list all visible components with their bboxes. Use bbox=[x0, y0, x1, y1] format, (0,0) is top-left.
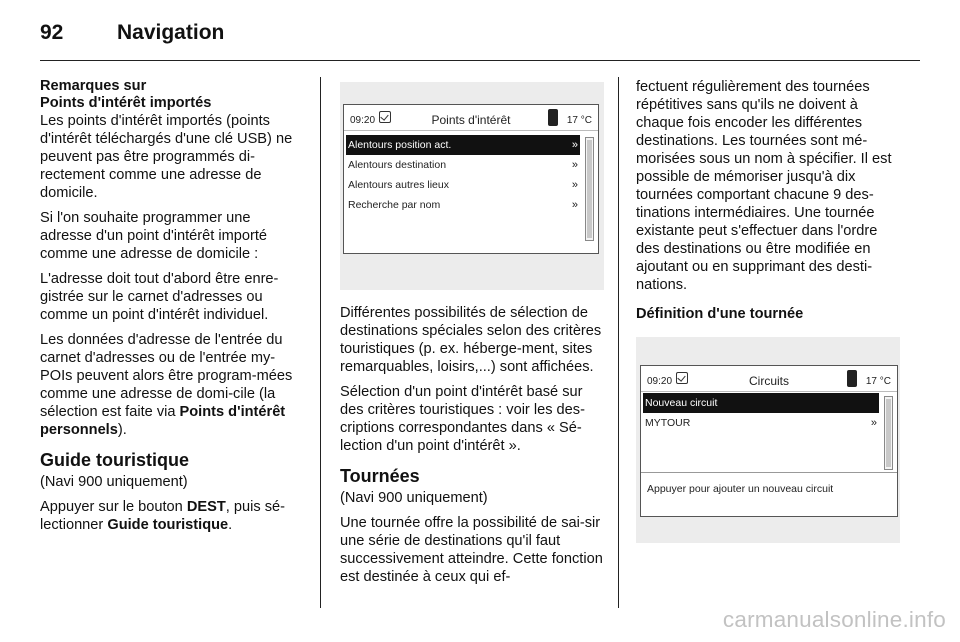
paragraph: Appuyer sur le bouton DEST, puis sé-lectionner Guide touristique. bbox=[40, 499, 285, 533]
temperature: 17 °C bbox=[566, 115, 592, 126]
thermometer-icon bbox=[847, 370, 857, 387]
menu-reference: Guide touristique bbox=[107, 517, 229, 533]
section-heading: Guide touristique bbox=[40, 450, 190, 470]
arrow-icon: » bbox=[571, 199, 578, 211]
screen-title: Circuits bbox=[748, 374, 789, 388]
footer-button[interactable]: Appuyer pour ajouter un nouveau circuit bbox=[647, 483, 834, 495]
subheading: Remarques sur bbox=[40, 78, 147, 94]
display-screen bbox=[640, 365, 898, 517]
menu-list bbox=[346, 135, 580, 215]
thermometer-icon bbox=[548, 109, 558, 126]
watermark: carmanualsonline.info bbox=[722, 607, 946, 632]
clock: 09:20 bbox=[350, 115, 376, 126]
column-divider bbox=[618, 77, 619, 608]
menu-list bbox=[643, 393, 879, 433]
status-bar bbox=[344, 105, 598, 131]
menu-item[interactable]: Recherche par nom » bbox=[346, 195, 580, 215]
paragraph: Les données d'adresse de l'entrée du carnet d'adresses ou de l'entrée my-POIs peuvent alors être program-mées comme une adresse de domi-cile (la sélection est faite via Points d'intérêt personnels). bbox=[40, 332, 293, 438]
paragraph: Sélection d'un point d'intérêt basé sur des critères touristiques : voir les des-criptions correspondantes dans « Sé-lection d'un point d'intérêt ». bbox=[340, 384, 585, 454]
menu-item[interactable]: MYTOUR » bbox=[643, 413, 879, 433]
column-2 bbox=[340, 82, 604, 593]
menu-item[interactable]: Alentours autres lieux » bbox=[346, 175, 580, 195]
scrollbar[interactable] bbox=[585, 137, 594, 241]
page-number: 92 bbox=[40, 21, 64, 44]
menu-item[interactable]: Nouveau circuit bbox=[643, 393, 879, 413]
page-header bbox=[40, 19, 920, 61]
section-title: Navigation bbox=[117, 21, 225, 44]
temperature: 17 °C bbox=[865, 376, 891, 387]
arrow-icon: » bbox=[571, 159, 578, 171]
screen-figure-points-interet bbox=[340, 82, 604, 290]
subheading: Définition d'une tournée bbox=[636, 306, 804, 322]
column-1 bbox=[40, 78, 302, 541]
clock: 09:20 bbox=[647, 376, 673, 387]
section-heading: Tournées bbox=[340, 466, 420, 486]
paragraph: L'adresse doit tout d'abord être enre-gistrée sur le carnet d'adresses ou comme un point d'intérêt individuel. bbox=[40, 271, 279, 323]
button-reference: DEST bbox=[186, 499, 226, 515]
column-3 bbox=[636, 78, 904, 543]
scrollbar[interactable] bbox=[884, 396, 893, 470]
divider bbox=[641, 472, 897, 473]
note: (Navi 900 uniquement) bbox=[40, 474, 188, 490]
arrow-icon: » bbox=[870, 417, 877, 429]
arrow-icon: » bbox=[571, 139, 578, 151]
paragraph: Différentes possibilités de sélection de destinations spéciales selon des critères touristiques (p. ex. héberge-ment, sites remarquables, loisirs,...) sont affichées. bbox=[340, 305, 602, 375]
paragraph: fectuent régulièrement des tournées répétitives sans qu'ils ne doivent à chaque fois encoder les différentes destinations. Les tournées sont mé-morisées sous un nom à spécifier. Il est possible de mémoriser jusqu'à dix tournées comportant chacune 9 des-tinations intermédiaires. Une tournée existante peut s'effectuer dans l'ordre des destinations ou être modifiée en ajoutant ou en supprimant des desti-nations. bbox=[636, 79, 892, 293]
subheading: Points d'intérêt importés bbox=[40, 95, 212, 111]
paragraph: Si l'on souhaite programmer une adresse d'un point d'intérêt importé comme une adresse de domicile : bbox=[40, 210, 268, 262]
menu-item[interactable]: Alentours position act. » bbox=[346, 135, 580, 155]
menu-reference: Points d'intérêt personnels bbox=[40, 404, 286, 438]
paragraph: Une tournée offre la possibilité de sai-sir une série de destinations qu'il faut successivement atteindre. Cette fonction est destinée à ceux qui ef- bbox=[340, 515, 603, 585]
note: (Navi 900 uniquement) bbox=[340, 490, 488, 506]
status-bar bbox=[641, 366, 897, 392]
screen-title: Points d'intérêt bbox=[431, 113, 511, 127]
display-screen bbox=[343, 104, 599, 254]
screen-figure-circuits bbox=[636, 337, 900, 543]
column-divider bbox=[320, 77, 321, 608]
menu-item[interactable]: Alentours destination » bbox=[346, 155, 580, 175]
paragraph: Les points d'intérêt importés (points d'intérêt téléchargés d'une clé USB) ne peuvent pas être programmés di-rectement comme une adresse de domicile. bbox=[40, 113, 293, 201]
arrow-icon: » bbox=[571, 179, 578, 191]
